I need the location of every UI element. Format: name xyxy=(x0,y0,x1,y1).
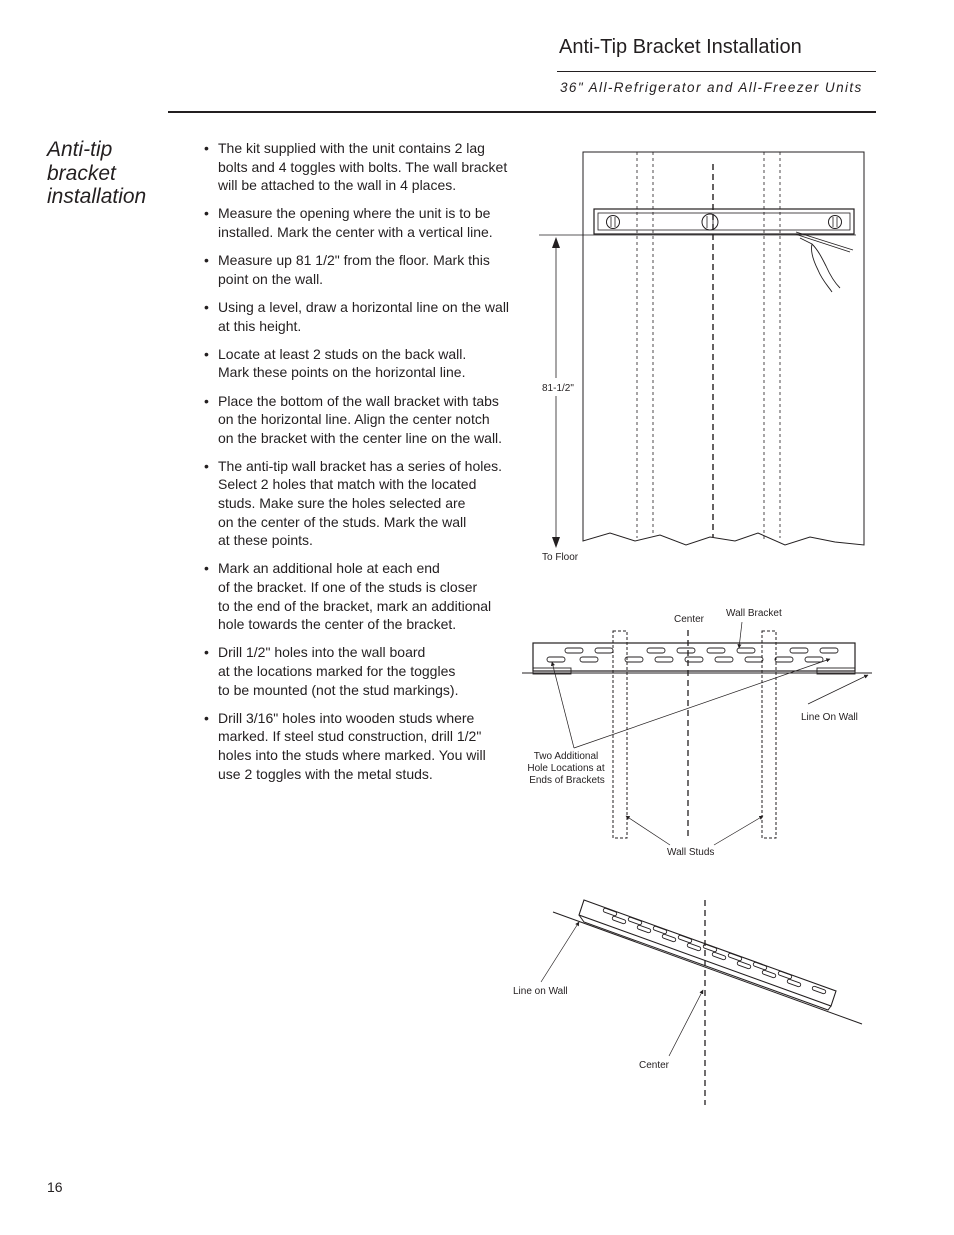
page-number: 16 xyxy=(47,1179,63,1195)
center-label: Center xyxy=(639,1060,670,1071)
instruction-step: • Drill 1/2" holes into the wall board at the locations marked for the toggles to be mounted (not the stud markings). xyxy=(204,643,534,699)
leader-line xyxy=(739,622,742,648)
instruction-step: • Locate at least 2 studs on the back wall. Mark these points on the horizontal line. xyxy=(204,345,534,382)
instruction-step: • The kit supplied with the unit contains 2 lag bolts and 4 toggles with bolts. The wall bracket will be attached to the wall in 4 places. xyxy=(204,139,534,195)
leader-line xyxy=(626,816,670,845)
height-dimension-label: 81-1/2" xyxy=(542,383,574,394)
floor-label: To Floor xyxy=(542,552,579,563)
wall-bracket-label: Wall Bracket xyxy=(726,608,782,619)
hand-with-pencil xyxy=(795,232,853,292)
leader-line xyxy=(552,662,574,748)
wall-line xyxy=(553,912,862,1024)
page-header-subtitle: 36" All-Refrigerator and All-Freezer Units xyxy=(560,80,863,95)
leader-line xyxy=(541,922,579,982)
wall-outline xyxy=(583,152,864,545)
wall-studs-label: Wall Studs xyxy=(667,847,715,858)
hole-locations-label: Ends of Brackets xyxy=(529,775,605,786)
leader-line xyxy=(714,816,763,845)
level-vial xyxy=(607,216,620,229)
instruction-step: • Using a level, draw a horizontal line on the wall at this height. xyxy=(204,298,534,335)
page-header-title: Anti-Tip Bracket Installation xyxy=(559,36,802,58)
instruction-step: • Place the bottom of the wall bracket with tabs on the horizontal line. Align the center notch on the bracket with the center line on the wall. xyxy=(204,392,534,448)
instruction-step: • Mark an additional hole at each end of the bracket. If one of the studs is closer to the end of the bracket, mark an additional hole towards the center of the bracket. xyxy=(204,559,534,633)
bracket-holes xyxy=(547,648,838,662)
wall-stud xyxy=(613,631,627,838)
hole-locations-label: Two Additional xyxy=(533,751,599,762)
line-on-wall-label: Line On Wall xyxy=(801,712,858,723)
line-on-wall-label: Line on Wall xyxy=(513,986,568,997)
section-title: Anti-tip bracket installation xyxy=(47,138,147,208)
wall-bracket xyxy=(579,900,836,1006)
level-vial xyxy=(702,214,718,230)
hole-locations-label: Hole Locations at xyxy=(527,763,605,774)
level-inner xyxy=(598,213,850,230)
leader-line xyxy=(808,675,868,704)
wall-elevation-figure xyxy=(539,152,864,548)
bracket-perspective-figure xyxy=(541,900,862,1105)
center-label: Center xyxy=(674,614,705,625)
instruction-step: • Measure the opening where the unit is to be installed. Mark the center with a vertical line. xyxy=(204,204,534,241)
level-vial xyxy=(829,216,842,229)
instruction-step: • Drill 3/16" holes into wooden studs where marked. If steel stud construction, drill 1/2" holes into the studs where marked. You will use 2 toggles with the metal studs. xyxy=(204,709,534,783)
instruction-step: • The anti-tip wall bracket has a series of holes. Select 2 holes that match with the located studs. Make sure the holes selected are on the center of the studs. Mark the wall at these points. xyxy=(204,457,534,550)
instruction-step: • Measure up 81 1/2" from the floor. Mark this point on the wall. xyxy=(204,251,534,288)
bracket-front-figure xyxy=(522,622,872,845)
bracket-holes xyxy=(603,908,827,995)
wall-stud xyxy=(762,631,776,838)
leader-line xyxy=(669,990,703,1056)
leader-line xyxy=(574,659,830,748)
